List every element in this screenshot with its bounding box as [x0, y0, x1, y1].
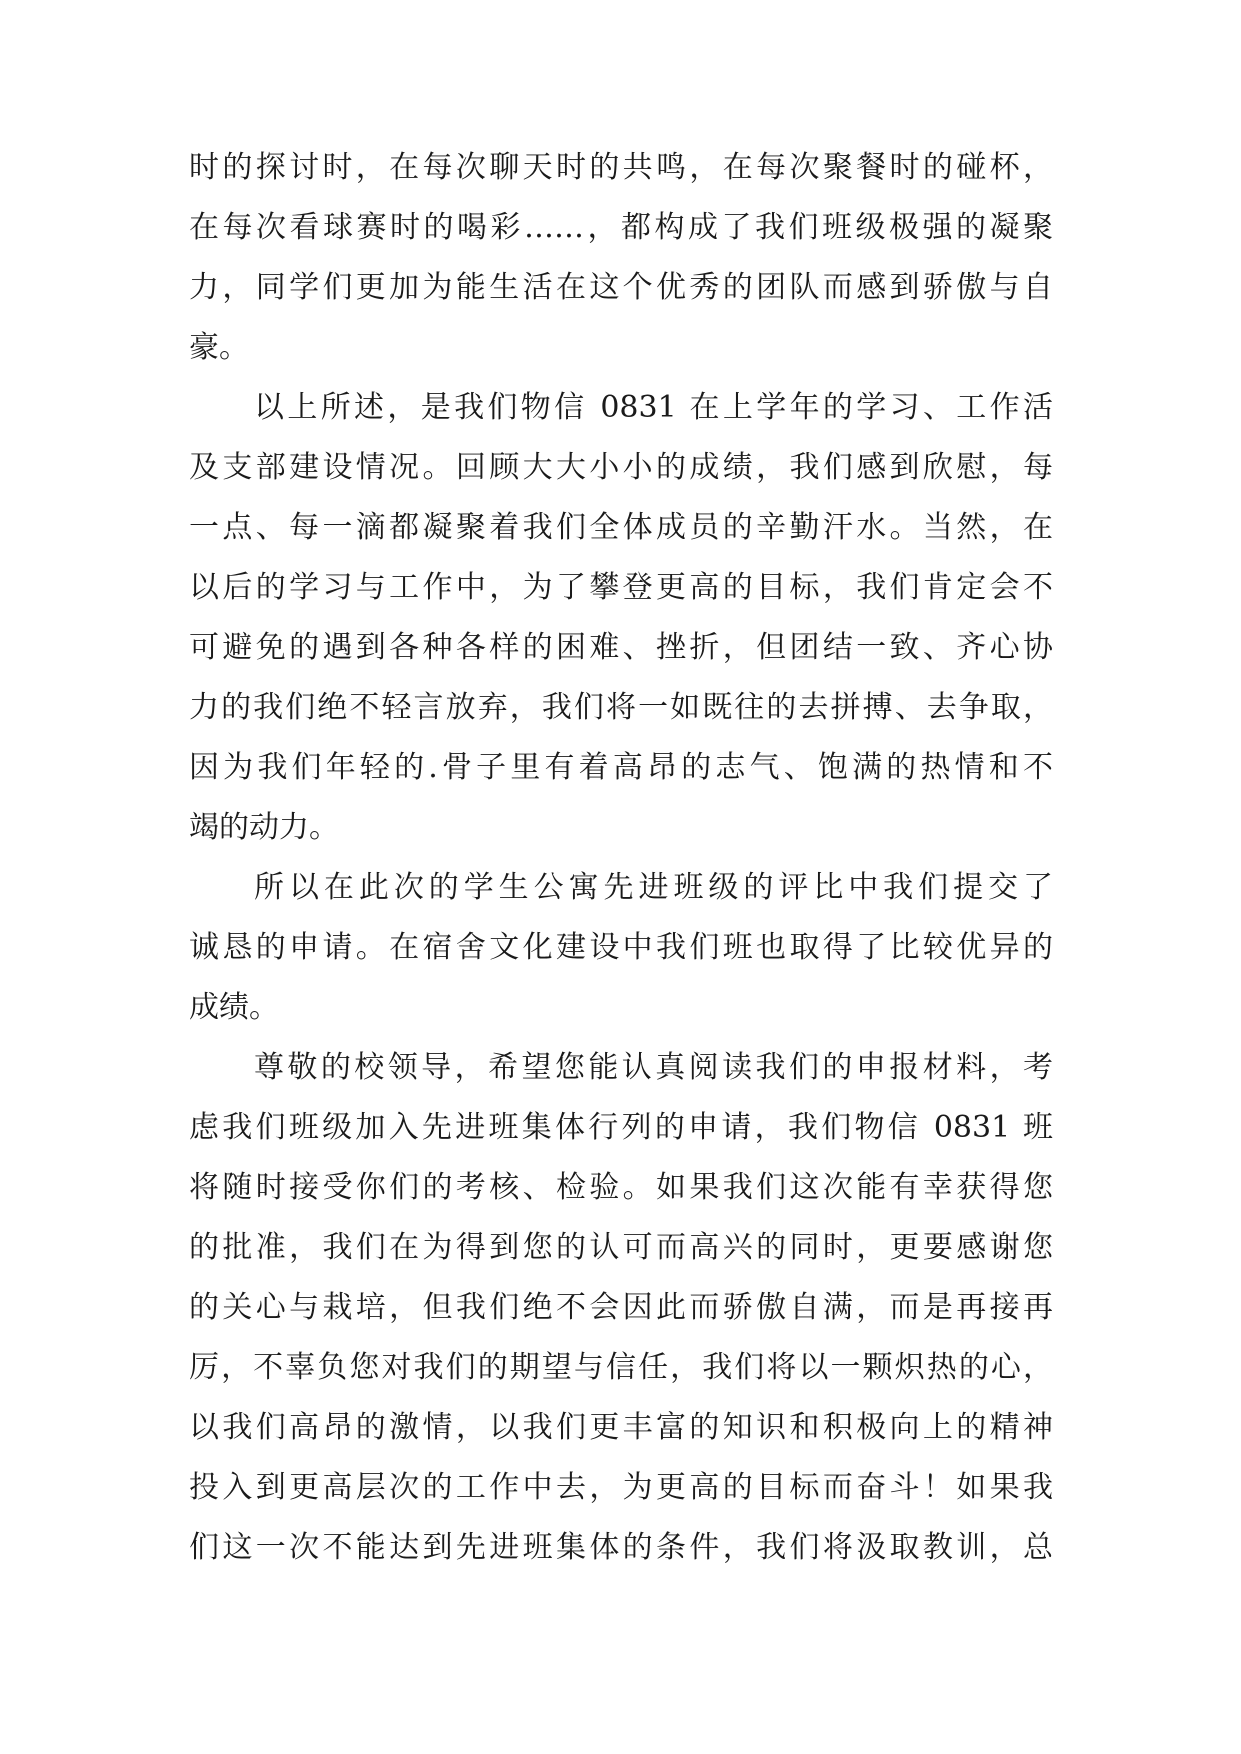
text-line: 在每次看球赛时的喝彩……，都构成了我们班级极强的凝聚 — [189, 210, 1053, 245]
paragraph-first-line: 所以在此次的学生公寓先进班级的评比中我们提交了 — [254, 870, 1053, 905]
text-line: 厉，不辜负您对我们的期望与信任，我们将以一颗炽热的心， — [189, 1350, 1053, 1385]
text-line: 因为我们年轻的.骨子里有着高昂的志气、饱满的热情和不 — [189, 750, 1053, 785]
text-line: 竭的动力。 — [189, 810, 339, 845]
text-line: 一点、每一滴都凝聚着我们全体成员的辛勤汗水。当然，在 — [189, 510, 1053, 545]
text-line: 的关心与栽培，但我们绝不会因此而骄傲自满，而是再接再 — [189, 1290, 1053, 1325]
text-line: 可避免的遇到各种各样的困难、挫折，但团结一致、齐心协 — [189, 630, 1053, 665]
text-line: 时的探讨时，在每次聊天时的共鸣，在每次聚餐时的碰杯， — [189, 150, 1053, 185]
text-line: 将随时接受你们的考核、检验。如果我们这次能有幸获得您 — [189, 1170, 1053, 1205]
text-line: 及支部建设情况。回顾大大小小的成绩，我们感到欣慰，每 — [189, 450, 1053, 485]
text-line: 的批准，我们在为得到您的认可而高兴的同时，更要感谢您 — [189, 1230, 1053, 1265]
text-line: 投入到更高层次的工作中去，为更高的目标而奋斗！如果我 — [189, 1470, 1053, 1505]
text-line: 以我们高昂的激情，以我们更丰富的知识和积极向上的精神 — [189, 1410, 1053, 1445]
text-line: 力的我们绝不轻言放弃，我们将一如既往的去拼搏、去争取， — [189, 690, 1053, 725]
paragraph-first-line: 以上所述，是我们物信 0831 在上学年的学习、工作活 — [254, 390, 1053, 425]
paragraph-first-line: 尊敬的校领导，希望您能认真阅读我们的申报材料，考 — [254, 1050, 1053, 1085]
text-line: 成绩。 — [189, 990, 279, 1025]
text-line: 诚恳的申请。在宿舍文化建设中我们班也取得了比较优异的 — [189, 930, 1053, 965]
text-line: 豪。 — [189, 330, 249, 365]
text-line: 们这一次不能达到先进班集体的条件，我们将汲取教训，总 — [189, 1530, 1053, 1565]
text-line: 以后的学习与工作中，为了攀登更高的目标，我们肯定会不 — [189, 570, 1053, 605]
text-line: 虑我们班级加入先进班集体行列的申请，我们物信 0831 班 — [189, 1110, 1053, 1145]
text-line: 力，同学们更加为能生活在这个优秀的团队而感到骄傲与自 — [189, 270, 1053, 305]
